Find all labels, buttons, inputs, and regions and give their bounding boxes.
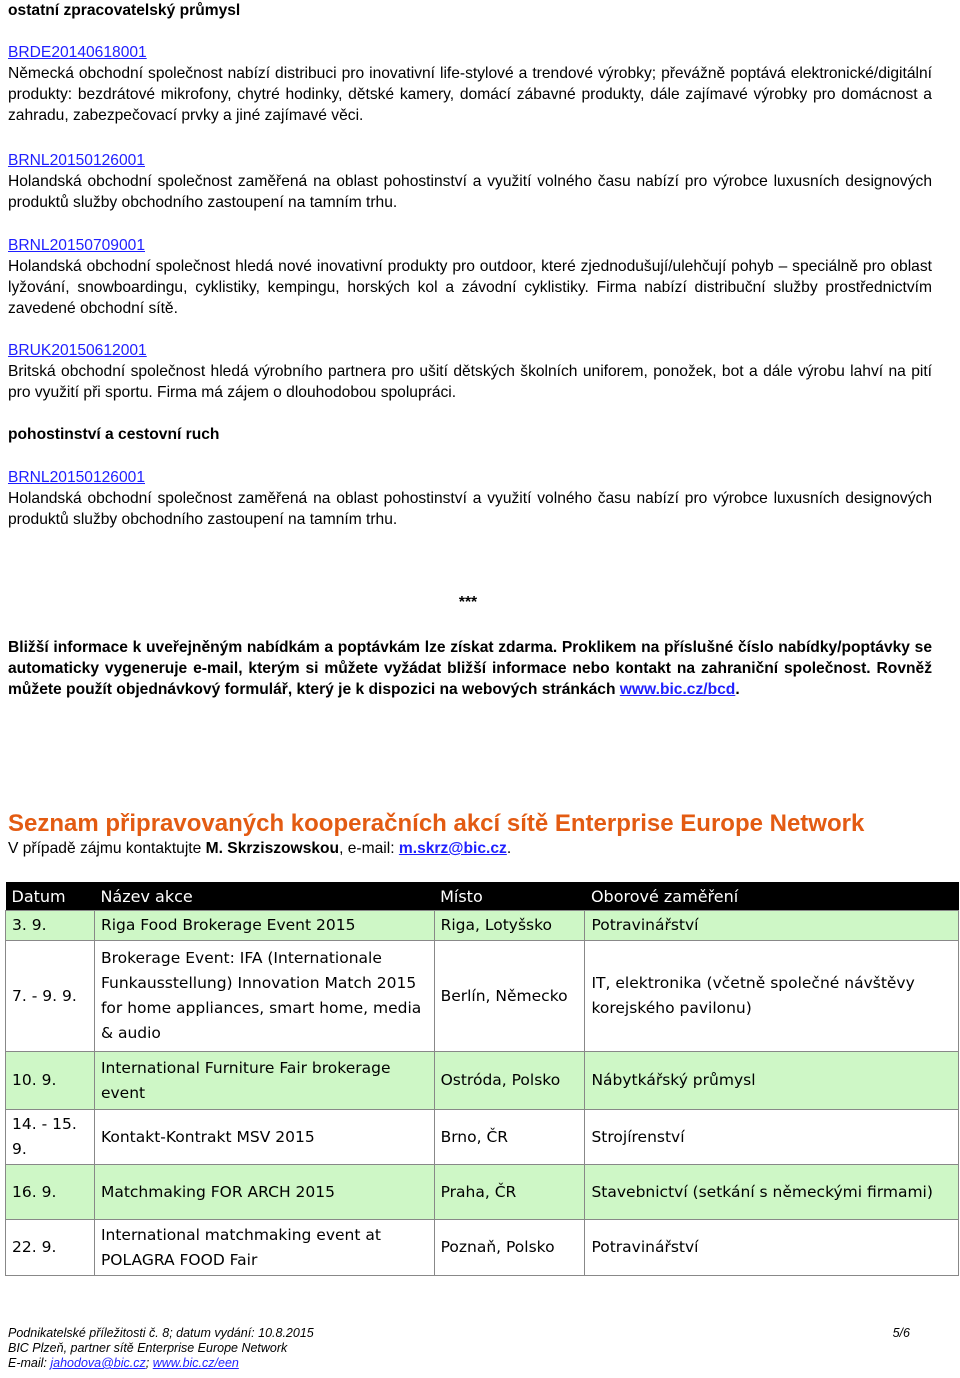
header-name: Název akce [94,882,434,911]
offer-entry [8,150,932,213]
contact-line [8,840,511,858]
bcd-link[interactable]: www.bic.cz/bcd [619,681,736,698]
cell-field: Strojírenství [585,1110,959,1165]
cell-date: 14. - 15. 9. [6,1110,95,1165]
cell-name: Kontakt-Kontrakt MSV 2015 [94,1110,434,1165]
cell-name: Matchmaking FOR ARCH 2015 [94,1165,434,1220]
events-table [5,882,959,1276]
cell-place: Berlín, Německo [434,941,585,1052]
separator: *** [458,594,478,611]
offer-code-link[interactable]: BRUK20150612001 [8,342,147,359]
header-place: Místo [434,882,585,911]
offer-entry [8,42,932,126]
offer-code-link[interactable]: BRDE20140618001 [8,44,147,61]
info-paragraph [8,637,932,700]
cell-date: 16. 9. [6,1165,95,1220]
contact-name: M. Skrziszowskou [205,840,340,857]
header-date: Datum [6,882,95,911]
cell-field: Stavebnictví (setkání s německými firmami) [585,1165,959,1220]
cell-place: Riga, Lotyšsko [434,911,585,941]
section-title-manufacturing: ostatní zpracovatelský průmysl [8,2,241,19]
cell-field: Potravinářství [585,911,959,941]
cell-field: IT, elektronika (včetně společné návštěvy korejského pavilonu) [585,941,959,1052]
events-heading: Seznam připravovaných kooperačních akcí sítě Enterprise Europe Network [8,810,865,837]
footer-issue: Podnikatelské příležitosti č. 8; datum vydání: 10.8.2015 [8,1326,314,1340]
offer-entry [8,467,932,530]
offer-description: Německá obchodní společnost nabízí distribuci pro inovativní life-stylové a trendové výrobky; převážně poptává elektronické/digitální produkty: bezdrátové mikrofony, chytré hodinky, dětské kamery, domácí zábavné produkty, dále zajímavé výrobky pro domácnost a zahradu, zabezpečovací prvky a jiné zajímavé věci. [8,65,932,124]
cell-date: 22. 9. [6,1220,95,1276]
footer [8,1326,314,1371]
contact-email-link[interactable]: m.skrz@bic.cz [398,840,507,857]
table-row [6,1052,959,1110]
offer-code-link[interactable]: BRNL20150126001 [8,152,145,169]
table-row [6,1220,959,1276]
cell-place: Brno, ČR [434,1110,585,1165]
footer-email-link[interactable]: jahodova@bic.cz [50,1356,146,1370]
cell-date: 3. 9. [6,911,95,941]
table-row [6,941,959,1052]
cell-name: Brokerage Event: IFA (Internationale Funkausstellung) Innovation Match 2015 for home appliances, smart home, media & audio [94,941,434,1052]
header-field: Oborové zaměření [585,882,959,911]
cell-name: Riga Food Brokerage Event 2015 [94,911,434,941]
offer-entry [8,340,932,403]
offer-code-link[interactable]: BRNL20150709001 [8,237,145,254]
offer-description: Holandská obchodní společnost zaměřená na oblast pohostinství a využití volného času nabízí pro výrobce luxusních designových produktů služby obchodního zastoupení na tamním trhu. [8,173,932,211]
offer-description: Holandská obchodní společnost zaměřená na oblast pohostinství a využití volného času nabízí pro výrobce luxusních designových produktů služby obchodního zastoupení na tamním trhu. [8,490,932,528]
cell-name: International Furniture Fair brokerage event [94,1052,434,1110]
cell-field: Nábytkářský průmysl [585,1052,959,1110]
table-row [6,1110,959,1165]
cell-name: International matchmaking event at POLAGRA FOOD Fair [94,1220,434,1276]
offer-description: Holandská obchodní společnost hledá nové inovativní produkty pro outdoor, které zjednodušují/ulehčují pohyb – speciálně pro oblast lyžování, snowboardingu, cyklistiky, kempingu, horských kol a závodní cyklistiky. Firma nabízí distribuční služby prostřednictvím zavedené obchodní sítě. [8,258,932,317]
cell-date: 7. - 9. 9. [6,941,95,1052]
info-end: . [735,681,740,698]
contact-mid: , e-mail: [339,840,399,857]
info-text: Bližší informace k uveřejněným nabídkám a poptávkám lze získat zdarma. Proklikem na příslušné číslo nabídky/poptávky se automaticky vygeneruje e-mail, kterým si můžete vyžádat bližší informace nebo kontakt na zahraniční společnost. Rovněž můžete použít objednávkový formulář, který je k dispozici na webových stránkách [8,639,932,698]
footer-email-label: E-mail: [8,1356,51,1370]
contact-end: . [506,840,512,857]
contact-prefix: V případě zájmu kontaktujte [8,840,206,857]
page-number: 5/6 [892,1326,910,1340]
table-row [6,911,959,941]
footer-partner: BIC Plzeň, partner sítě Enterprise Europe Network [8,1341,288,1355]
cell-place: Poznaň, Polsko [434,1220,585,1276]
cell-date: 10. 9. [6,1052,95,1110]
table-row [6,1165,959,1220]
footer-contacts [8,1356,314,1371]
cell-place: Praha, ČR [434,1165,585,1220]
offer-description: Britská obchodní společnost hledá výrobního partnera pro ušití dětských školních uniforem, ponožek, bot a dále výrobu lahví na pití pro využití při sportu. Firma má zájem o dlouhodobou spolupráci. [8,363,932,401]
cell-place: Ostróda, Polsko [434,1052,585,1110]
offer-entry [8,235,932,319]
section-title-hospitality: pohostinství a cestovní ruch [8,426,220,443]
footer-web-link[interactable]: www.bic.cz/een [152,1356,239,1370]
table-header-row [6,882,959,911]
cell-field: Potravinářství [585,1220,959,1276]
footer-sep: ; [145,1356,153,1370]
offer-code-link[interactable]: BRNL20150126001 [8,469,145,486]
